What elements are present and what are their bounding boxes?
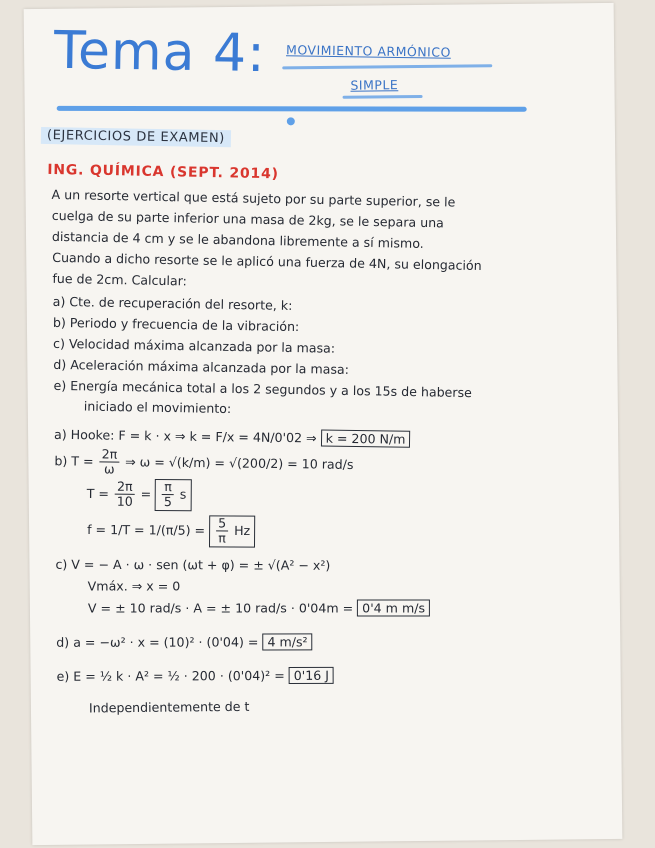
energy-note: Independientemente de t xyxy=(88,698,250,716)
result-box-acceleration: 4 m/s² xyxy=(262,633,312,650)
page-title: Tema 4: xyxy=(53,20,267,85)
frequency-text: f = 1/T = 1/(π/5) = xyxy=(87,521,210,538)
solution-c-line-3 xyxy=(88,600,430,615)
subtitle-line-1: MOVIMIENTO ARMÓNICO xyxy=(285,42,451,60)
solution-a-text: a) Hooke: F = k · x ⇒ k = F/x = 4N/0'02 ⇒ xyxy=(53,426,317,446)
fraction-denominator: π xyxy=(218,530,226,546)
fraction-numerator: 2π xyxy=(100,447,120,463)
unit-hertz: Hz xyxy=(234,522,251,539)
velocity-text: V = ± 10 rad/s · A = ± 10 rad/s · 0'04m = xyxy=(87,600,354,616)
solution-e xyxy=(57,668,334,684)
statement-line: A un resorte vertical que está sujeto por su parte superior, se le xyxy=(51,186,456,210)
fraction-2pi-omega xyxy=(99,447,119,477)
solution-b2-prefix: T = xyxy=(86,485,114,502)
solution-b-prefix: b) T = xyxy=(54,453,98,469)
solution-d xyxy=(56,634,312,649)
statement-line: cuelga de su parte inferior una masa de 2kg, se le separa una xyxy=(51,207,445,231)
divider-dot xyxy=(287,117,295,125)
solution-c-line-1: c) V = − A · ω · sen (ωt + φ) = ± √(A² − x²) xyxy=(55,556,331,573)
solution-b-line-1 xyxy=(54,447,353,481)
subtitle-line-2: SIMPLE xyxy=(350,77,399,93)
question-e: e) Energía mecánica total a los 2 segundos y a los 15s de haberse xyxy=(53,377,473,401)
acceleration-text: d) a = −ω² · x = (10)² · (0'04) = xyxy=(56,634,259,650)
result-box-velocity: 0'4 m m/s xyxy=(357,599,430,616)
solution-a xyxy=(54,427,411,447)
equals-sign: = xyxy=(136,486,156,502)
fraction-numerator: π xyxy=(162,480,174,496)
result-box-period xyxy=(155,479,191,511)
result-box-energy: 0'16 J xyxy=(289,667,334,684)
question-e-cont: iniciado el movimiento: xyxy=(83,398,232,417)
solution-b-omega: ⇒ ω = √(k/m) = √(200/2) = 10 rad/s xyxy=(121,454,354,472)
result-box-a: k = 200 N/m xyxy=(321,430,411,448)
statement-line: Cuando a dicho resorte se le aplicó una fuerza de 4N, su elongación xyxy=(52,249,482,274)
notebook-page xyxy=(24,3,623,845)
fraction-5-pi xyxy=(216,516,228,546)
energy-text: e) E = ½ k · A² = ½ · 200 · (0'04)² = xyxy=(56,668,285,684)
question-d: d) Aceleración máxima alcanzada por la masa: xyxy=(53,356,350,377)
fraction-2pi-10 xyxy=(115,480,135,510)
subtitle-underline-2 xyxy=(343,95,423,99)
unit-seconds: s xyxy=(179,486,187,502)
fraction-numerator: 5 xyxy=(216,516,228,532)
fraction-denominator: 5 xyxy=(163,494,172,510)
section-label: (EJERCICIOS DE EXAMEN) xyxy=(41,127,231,147)
question-c: c) Velocidad máxima alcanzada por la masa: xyxy=(53,335,336,356)
subtitle-underline xyxy=(282,64,492,69)
title-divider xyxy=(57,106,527,112)
exercise-heading: ING. QUÍMICA (SEPT. 2014) xyxy=(47,161,279,183)
solution-c-line-2: Vmáx. ⇒ x = 0 xyxy=(87,578,181,594)
fraction-pi-5 xyxy=(162,480,174,510)
solution-b-line-3 xyxy=(87,514,255,547)
statement-line: fue de 2cm. Calcular: xyxy=(52,270,188,289)
result-box-frequency xyxy=(209,515,255,547)
solution-b-line-2 xyxy=(87,478,192,511)
question-a: a) Cte. de recuperación del resorte, k: xyxy=(52,293,293,314)
fraction-denominator: ω xyxy=(103,461,115,478)
statement-line: distancia de 4 cm y se le abandona libremente a sí mismo. xyxy=(51,228,424,251)
fraction-numerator: 2π xyxy=(115,480,135,496)
question-b: b) Periodo y frecuencia de la vibración: xyxy=(52,314,300,335)
fraction-denominator: 10 xyxy=(116,494,133,510)
